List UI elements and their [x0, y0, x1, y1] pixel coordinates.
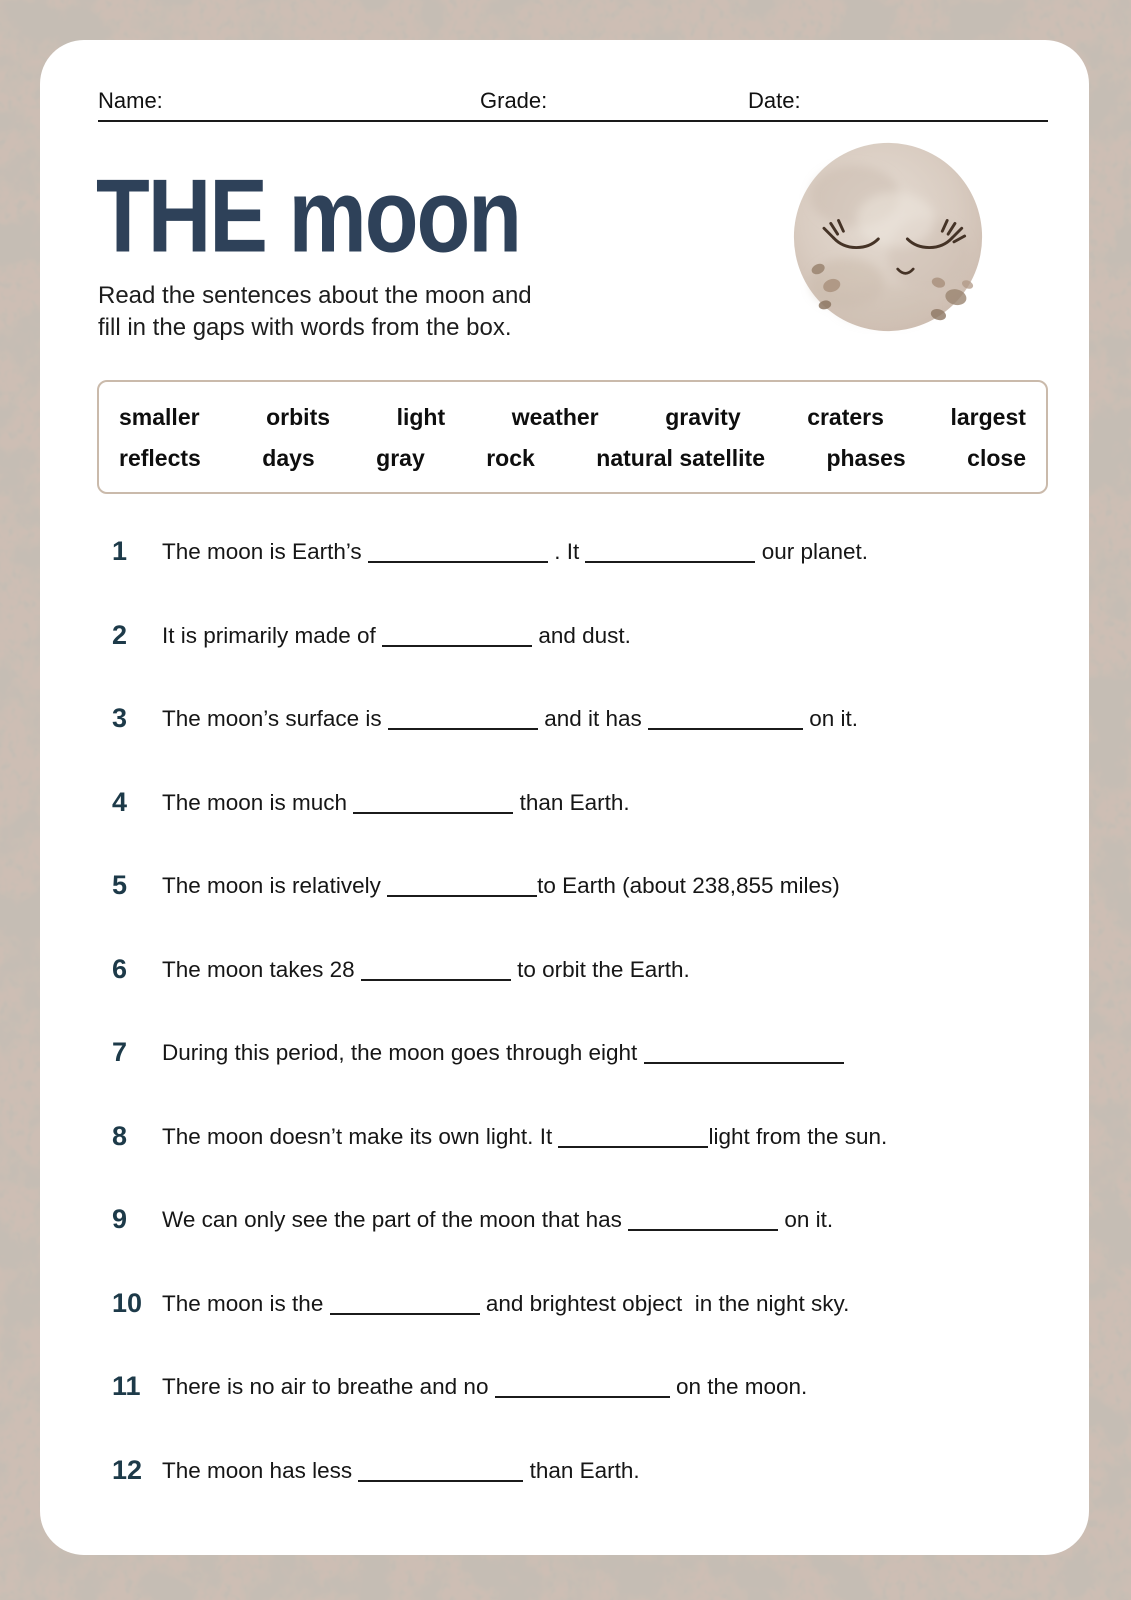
answer-blank[interactable]	[358, 1464, 523, 1482]
word-bank-item: reflects	[119, 445, 201, 472]
word-bank-item: natural satellite	[596, 445, 765, 472]
questions	[40, 536, 1089, 1486]
question-row	[40, 620, 1089, 652]
question-text: The moon is Earth’s . It our planet.	[162, 539, 869, 565]
question-row	[40, 1371, 1089, 1403]
question-text: There is no air to breathe and no on the moon.	[162, 1374, 808, 1400]
question-text: The moon is the and brightest object in the night sky.	[162, 1290, 850, 1316]
question-text: It is primarily made of and dust.	[162, 622, 631, 648]
word-bank-item: craters	[807, 404, 884, 431]
answer-blank[interactable]	[495, 1380, 670, 1398]
word-bank-item: smaller	[119, 404, 200, 431]
question-number: 3	[112, 703, 128, 734]
answer-blank[interactable]	[558, 1130, 708, 1148]
answer-blank[interactable]	[387, 879, 537, 897]
word-bank-item: weather	[511, 404, 599, 431]
word-bank-item: close	[967, 445, 1026, 472]
answer-blank[interactable]	[353, 796, 513, 814]
question-text: During this period, the moon goes through eight	[162, 1037, 1089, 1069]
question-row	[40, 1037, 1089, 1069]
question-number: 9	[112, 1204, 128, 1235]
answer-blank[interactable]	[368, 545, 548, 563]
question-number: 1	[112, 536, 128, 567]
question-number: 8	[112, 1120, 128, 1151]
word-bank-item: phases	[826, 445, 906, 472]
answer-blank[interactable]	[648, 712, 803, 730]
grade-label: Grade:	[480, 88, 548, 113]
word-bank-item: largest	[950, 404, 1026, 431]
question-text: The moon’s surface is and it has on it.	[162, 706, 859, 732]
question-number: 11	[112, 1371, 141, 1402]
moon-illustration	[791, 140, 985, 334]
question-number: 4	[112, 786, 128, 817]
instructions-line1: Read the sentences about the moon and	[98, 282, 532, 309]
question-number: 5	[112, 870, 128, 901]
question-text: We can only see the part of the moon that has on it.	[162, 1207, 834, 1233]
word-bank-item: days	[262, 445, 315, 472]
word-bank-row1	[119, 404, 1026, 431]
answer-blank[interactable]	[382, 629, 532, 647]
word-bank	[97, 380, 1048, 494]
question-text: The moon has less than Earth.	[162, 1457, 640, 1483]
question-row	[40, 1288, 1089, 1320]
word-bank-item: gray	[376, 445, 425, 472]
question-row	[40, 954, 1089, 986]
name-label: Name:	[98, 88, 163, 113]
worksheet-page	[40, 40, 1089, 1555]
answer-blank[interactable]	[388, 712, 538, 730]
word-bank-item: gravity	[665, 404, 741, 431]
word-bank-item: rock	[486, 445, 535, 472]
date-label: Date:	[748, 88, 801, 113]
answer-blank[interactable]	[628, 1213, 778, 1231]
question-number: 12	[112, 1454, 143, 1485]
question-text: The moon takes 28 to orbit the Earth.	[162, 956, 690, 982]
question-row	[40, 870, 1089, 902]
question-text: The moon is much than Earth.	[162, 789, 630, 815]
word-bank-item: light	[396, 404, 446, 431]
question-number: 7	[112, 1037, 128, 1068]
answer-blank[interactable]	[585, 545, 755, 563]
question-row	[40, 1455, 1089, 1487]
question-row	[40, 703, 1089, 735]
instructions-line2: fill in the gaps with words from the box.	[98, 314, 512, 342]
page-title: THE moon	[96, 156, 520, 274]
question-row	[40, 1121, 1089, 1153]
question-number: 10	[112, 1287, 143, 1318]
question-text: The moon is relatively to Earth (about 238,855 miles)	[162, 873, 840, 899]
question-row	[40, 536, 1089, 568]
word-bank-row2	[119, 445, 1026, 472]
question-row	[40, 1204, 1089, 1236]
question-number: 2	[112, 619, 128, 650]
header-fields	[98, 88, 1048, 122]
question-row	[40, 787, 1089, 819]
answer-blank[interactable]	[330, 1297, 480, 1315]
instructions	[98, 280, 658, 344]
question-number: 6	[112, 953, 128, 984]
question-text: The moon doesn’t make its own light. It light from the sun.	[162, 1123, 888, 1149]
answer-blank[interactable]	[361, 963, 511, 981]
answer-blank[interactable]	[644, 1046, 844, 1064]
word-bank-item: orbits	[266, 404, 331, 431]
